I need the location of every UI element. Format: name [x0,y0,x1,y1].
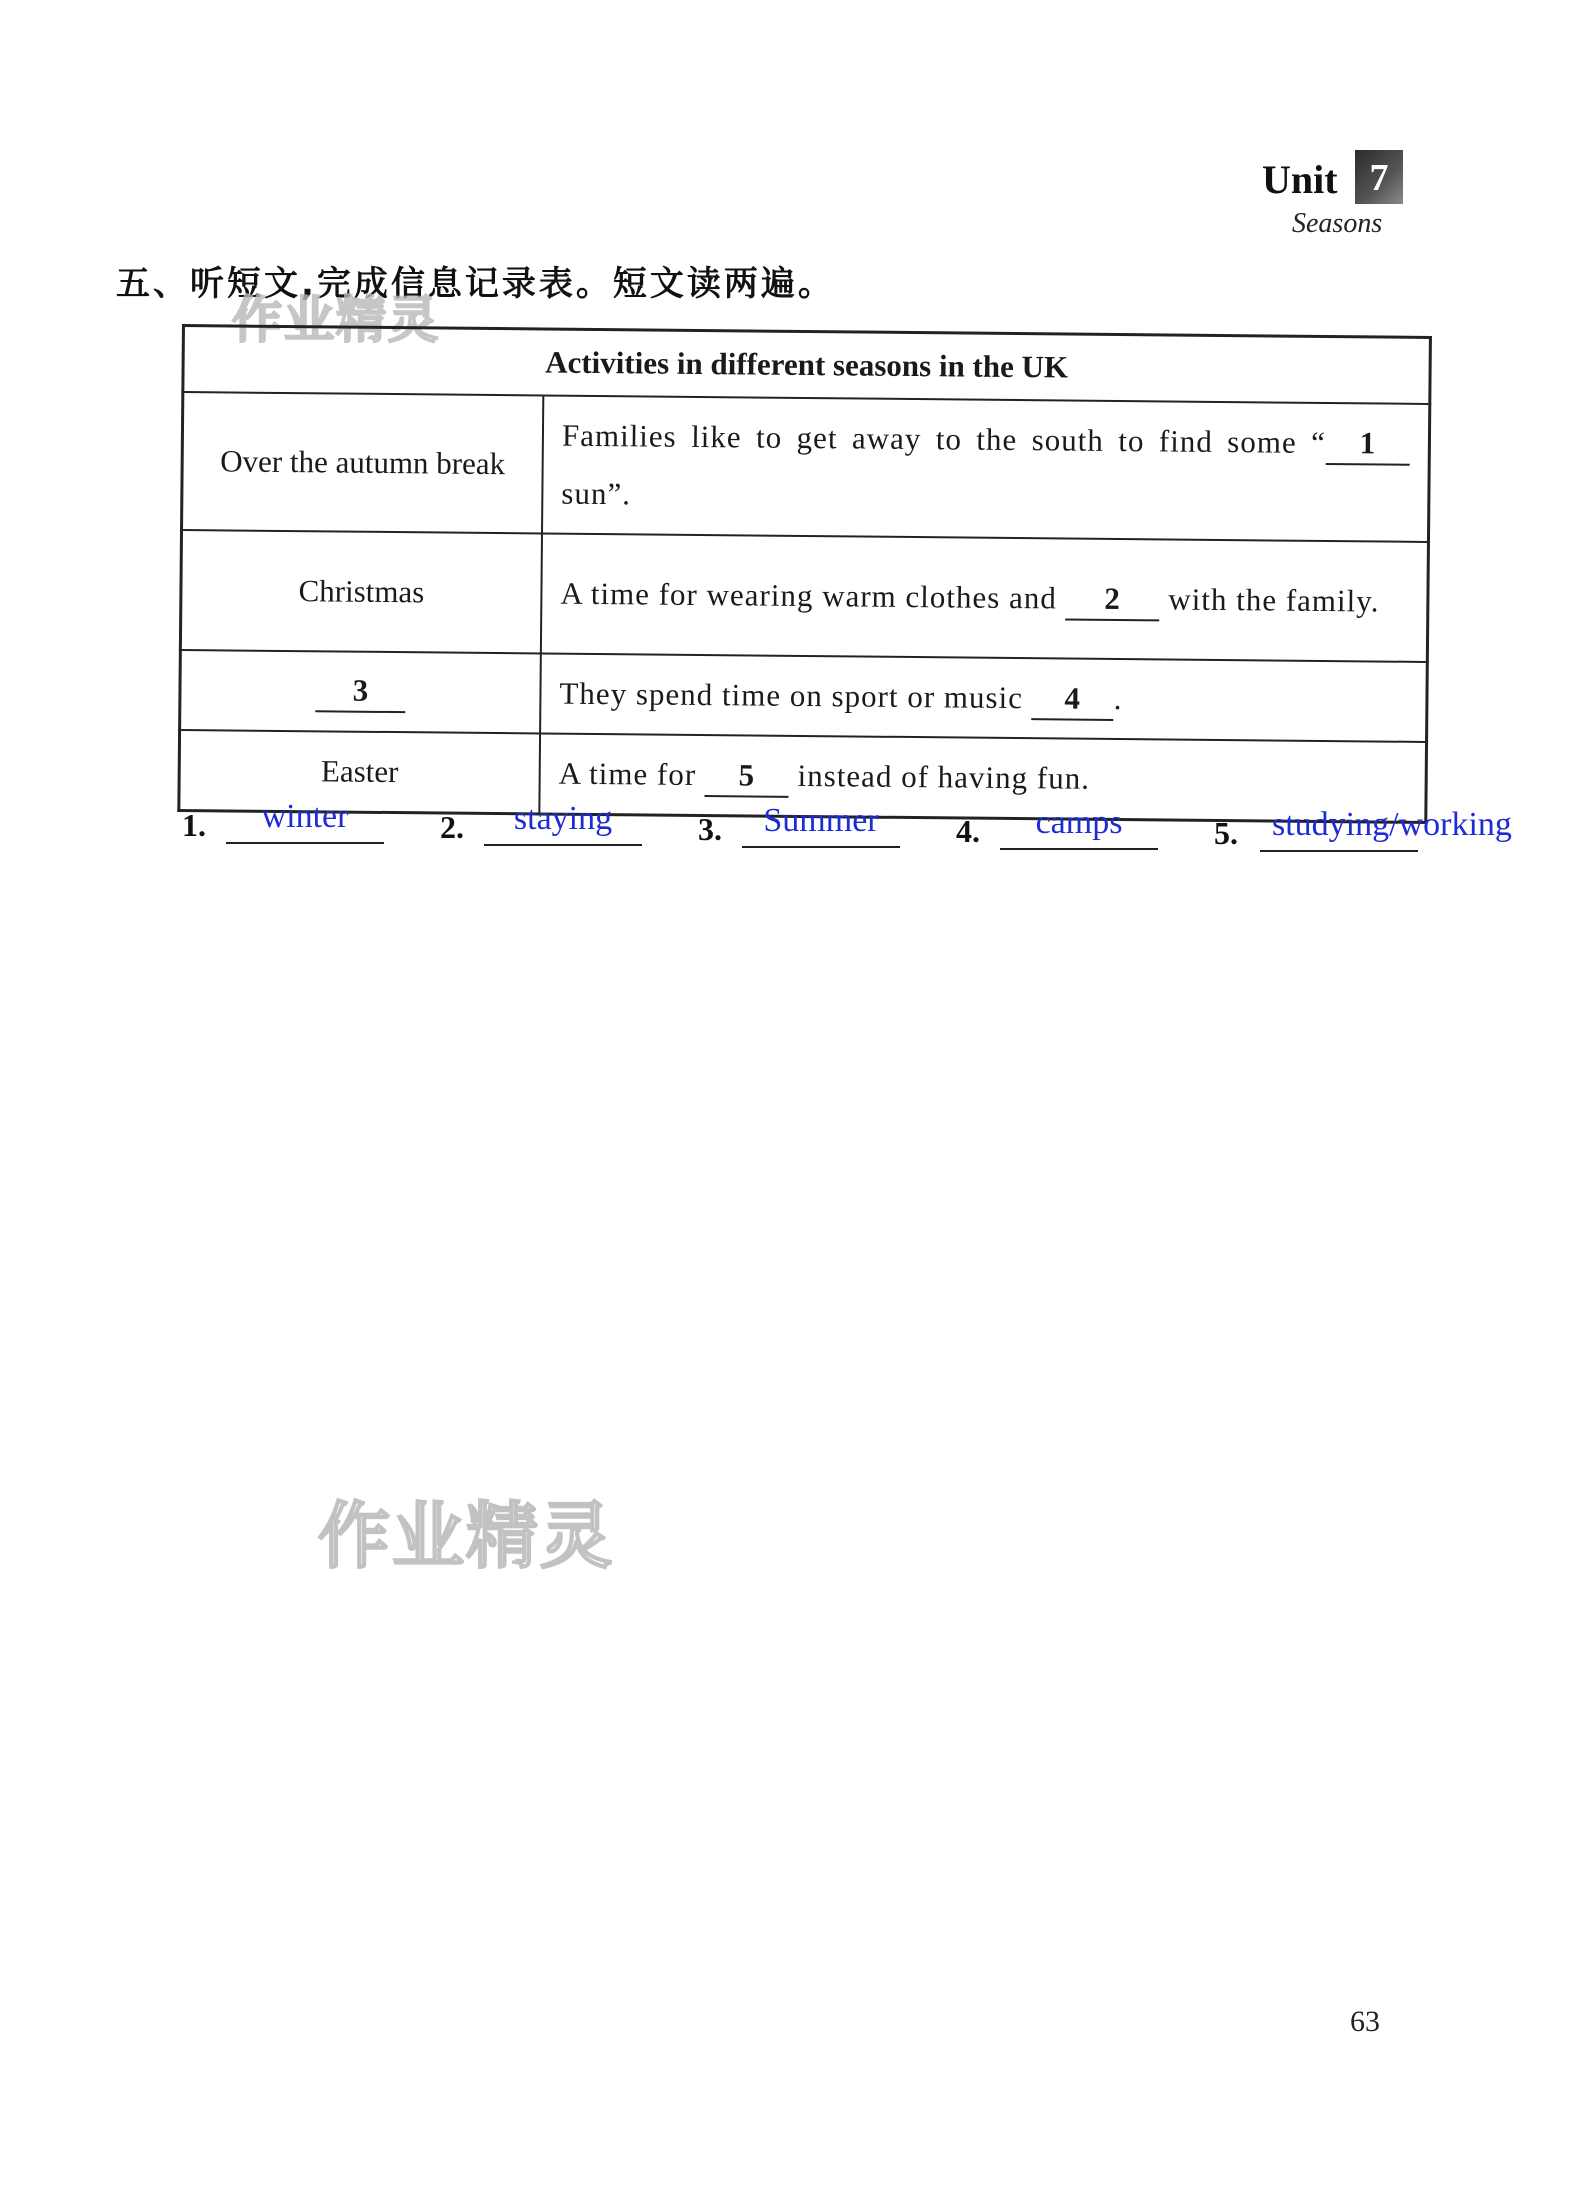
section-title: 五、听短文,完成信息记录表。短文读两遍。 [116,264,835,304]
answer-value: staying [513,800,613,837]
season-cell: Easter [179,730,540,814]
blank-4: 4 [1031,678,1113,721]
activity-cell [540,653,1427,742]
unit-subtitle: Seasons [1292,208,1383,239]
answer-line [1260,850,1418,852]
answer-value: camps [1035,804,1123,841]
season-cell: Christmas [180,530,542,653]
blank-5: 5 [705,755,789,798]
activity-text: A time for [558,755,706,793]
blank-1: 1 [1326,423,1410,466]
activity-text: They spend time on sport or music [559,675,1032,716]
blank-3: 3 [315,670,405,713]
answer-number: 5. [1214,815,1238,851]
answer-value: winter [261,798,349,835]
info-record-table [177,324,1432,824]
table-row [180,530,1428,662]
table-row [182,392,1430,542]
answer-line [484,844,642,846]
watermark-center: 作业精灵 [318,1494,615,1578]
blank-2: 2 [1065,578,1159,621]
answer-number: 3. [698,811,722,847]
activity-cell [541,533,1429,662]
season-cell [180,650,541,733]
unit-number-badge: 7 [1355,150,1403,204]
season-cell: Over the autumn break [182,392,544,533]
answer-line [742,846,900,848]
answer-number: 1. [182,807,206,843]
answer-value: studying/working [1272,806,1512,843]
answer-number: 2. [440,809,464,845]
answer-line [1000,848,1158,850]
answer-row [0,780,1570,860]
unit-header [1262,150,1422,240]
watermark-top: 作业精灵 [232,291,440,349]
unit-label: Unit [1262,157,1338,202]
answer-value: Summer [763,802,879,839]
table-title: Activities in different seasons in the UK [183,326,1431,404]
page-number: 63 [1350,2005,1380,2038]
activity-text-end: with the family. [1159,581,1380,619]
activity-cell [542,395,1430,542]
activity-text-end: instead of having fun. [788,757,1091,796]
activity-text: Families like to get away to the south to find some “ [561,417,1327,460]
table-row [180,650,1428,742]
activity-text: A time for wearing warm clothes and [560,575,1066,616]
activity-text-end: sun”. [561,475,632,512]
answer-line [226,842,384,844]
answer-number: 4. [956,813,980,849]
activity-text-end: . [1113,680,1123,717]
